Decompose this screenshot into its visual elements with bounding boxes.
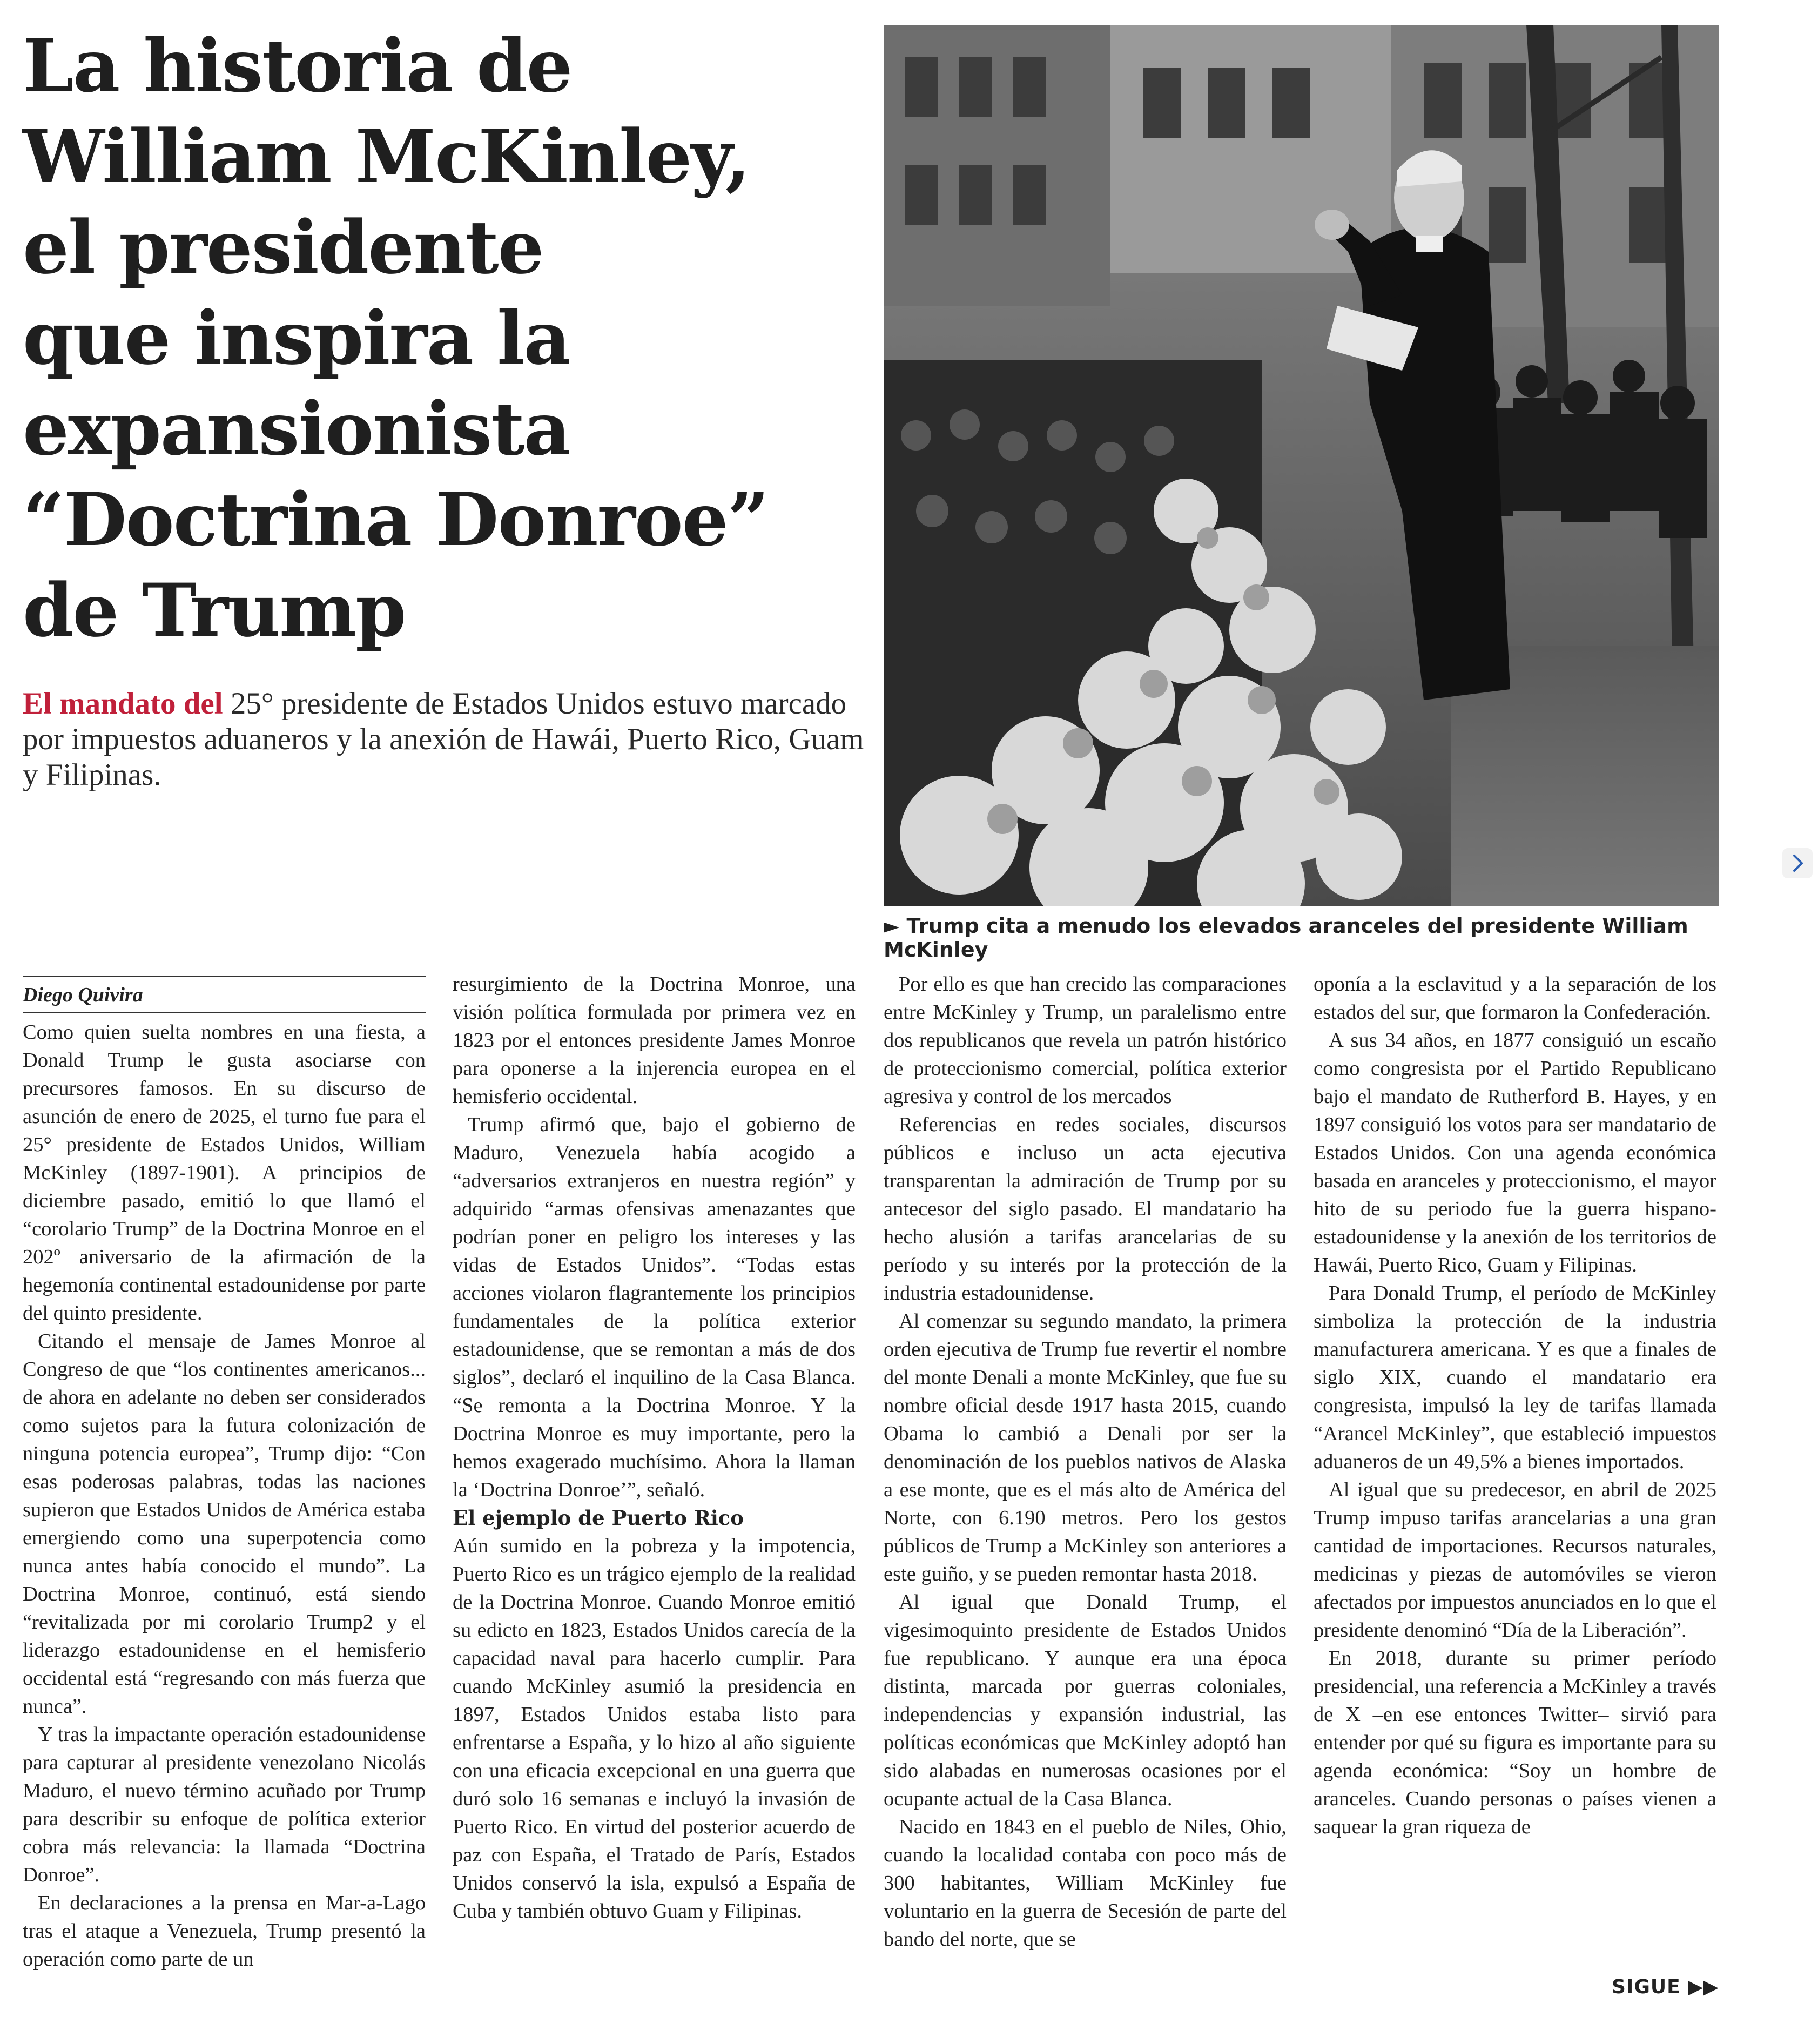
article-column-3 xyxy=(884,970,1287,1953)
deck-text: 25° presidente de Estados Unidos estuvo marcado por impuestos aduaneros y la anexión de Hawái, Puerto Rico, Guam y Filipinas. xyxy=(23,687,864,792)
paragraph: Al comenzar su segundo mandato, la primera orden ejecutiva de Trump fue revertir el nombre del monte Denali a monte McKinley, que fue su nombre oficial desde 1917 hasta 2015, cuando Obama lo cambió a Denali por ser la denominación de los pueblos nativos de Alaska a ese monte, que es el más alto de América del Norte, con 6.190 metros. Pero los gestos públicos de Trump a McKinley son anteriores a este guiño, y se pueden remontar hasta 2018. xyxy=(884,1310,1287,1585)
deck-lead: El mandato del xyxy=(23,687,223,721)
paragraph: Para Donald Trump, el período de McKinley simboliza la protección de la industria manufacturera americana. Y es que a finales de siglo XIX, cuando el mandatario era congresista, impulsó la ley de tarifas llamada “Arancel McKinley”, que estableció impuestos aduaneros de un 49,5% a bienes importados. xyxy=(1314,1282,1716,1473)
paragraph: En 2018, durante su primer período presidencial, una referencia a McKinley a través de X –en ese entonces Twitter– sirvió para entender por qué su figura es importante para su agenda económica: “Soy un hombre de aranceles. Cuando personas o países vienen a saquear la gran riqueza de xyxy=(1314,1647,1716,1838)
headline-line: La historia de xyxy=(23,23,572,109)
mckinley-speech-photo xyxy=(884,25,1719,906)
paragraph: Y tras la impactante operación estadounidense para capturar al presidente venezolano Nicolás Maduro, el nuevo término acuñado por Trump para describir su enfoque de política exterior cobra más relevancia: la llamada “Doctrina Donroe”. xyxy=(23,1723,426,1886)
headline-line: de Trump xyxy=(23,567,406,653)
article-column-2 xyxy=(453,970,856,1925)
paragraph: Nacido en 1843 en el pueblo de Niles, Ohio, cuando la localidad contaba con poco más de 300 habitantes, William McKinley fue voluntario en la guerra de Secesión de parte del bando del norte, que se xyxy=(884,1816,1287,1951)
paragraph: Trump afirmó que, bajo el gobierno de Maduro, Venezuela había acogido a “adversarios extranjeros en nuestra región” y adquirido “armas ofensivas amenazantes que podrían poner en peligro los intereses y las vidas de Estados Unidos”. “Todas estas acciones violaron flagrantemente los principios fundamentales de la política exterior estadounidense, que se remontan a más de dos siglos”, declaró el inquilino de la Casa Blanca. “Se remonta a la Doctrina Monroe. Y la Doctrina Monroe es muy importante, pero la hemos exagerado muchísimo. Ahora la llaman la ‘Doctrina Donroe’”, señaló. xyxy=(453,1113,856,1501)
paragraph: Referencias en redes sociales, discursos públicos e incluso un acta ejecutiva transparentan la admiración de Trump por su antecesor del siglo pasado. El mandatario ha hecho alusión a tarifas arancelarias de su período y su interés por la protección de la industria estadounidense. xyxy=(884,1113,1287,1305)
headline-line: expansionista xyxy=(23,386,570,472)
article-column-4 xyxy=(1314,970,1716,1841)
continues-label: SIGUE ▶▶ xyxy=(1612,1976,1719,1998)
photo-illustration xyxy=(884,25,1719,906)
byline: Diego Quivira xyxy=(23,977,426,1013)
next-page-button[interactable] xyxy=(1782,848,1813,878)
headline-line: que inspira la xyxy=(23,295,570,381)
paragraph: Al igual que su predecesor, en abril de 2025 Trump impuso tarifas arancelarias a una gran cantidad de importaciones. Recursos naturales, medicinas y piezas de automóviles se vieron afectados por impuestos anunciados en lo que el presidente denominó “Día de la Liberación”. xyxy=(1314,1478,1716,1642)
paragraph: En declaraciones a la prensa en Mar-a-Lago tras el ataque a Venezuela, Trump presentó la operación como parte de un xyxy=(23,1892,426,1971)
section-subhead: El ejemplo de Puerto Rico xyxy=(453,1506,744,1530)
paragraph: resurgimiento de la Doctrina Monroe, una visión política formulada por primera vez en 1823 por el entonces presidente James Monroe para oponerse a la injerencia europea en el hemisferio occidental. xyxy=(453,973,856,1108)
headline xyxy=(23,21,854,656)
paragraph: Al igual que Donald Trump, el vigesimoquinto presidente de Estados Unidos fue republicano. Y aunque era una época distinta, marcada por guerras coloniales, independencias y expansión industrial, las políticas económicas que McKinley adoptó han sido alabadas en numerosas ocasiones por el ocupante actual de la Casa Blanca. xyxy=(884,1591,1287,1810)
chevron-right-icon xyxy=(1782,848,1813,878)
paragraph: Por ello es que han crecido las comparaciones entre McKinley y Trump, un paralelismo entre dos republicanos que revela un patrón histórico de proteccionismo comercial, política exterior agresiva y control de los mercados xyxy=(884,973,1287,1108)
article-column-1 xyxy=(23,970,426,1973)
headline-line: William McKinley, xyxy=(23,113,750,199)
paragraph: Citando el mensaje de James Monroe al Congreso de que “los continentes americanos... de ahora en adelante no deben ser considerados como sujetos para la futura colonización de ninguna potencia europea”, Trump dijo: “Con esas poderosas palabras, todas las naciones supieron que Estados Unidos de América estaba emergiendo como una superpotencia como nunca antes había conocido el mundo”. La Doctrina Monroe, continuó, está siendo “revitalizada por mi corolario Trump2 y el liderazgo estadounidense en el hemisferio occidental está “regresando con más fuerza que nunca”. xyxy=(23,1330,426,1718)
paragraph: Aún sumido en la pobreza y la impotencia, Puerto Rico es un trágico ejemplo de la realidad de la Doctrina Monroe. Cuando Monroe emitió su edicto en 1823, Estados Unidos carecía de la capacidad naval para hacerlo cumplir. Para cuando McKinley asumió la presidencia en 1897, Estados Unidos estaba listo para enfrentarse a España, y lo hizo al año siguiente con una eficacia excepcional en una guerra que duró solo 16 semanas e incluyó la invasión de Puerto Rico. En virtud del posterior acuerdo de paz con España, el Tratado de París, Estados Unidos conservó la isla, expulsó a España de Cuba y también obtuvo Guam y Filipinas. xyxy=(453,1535,856,1922)
headline-line: “Doctrina Donroe” xyxy=(23,476,769,562)
deck-summary xyxy=(23,686,865,793)
photo-caption: ► Trump cita a menudo los elevados aranceles del presidente William McKinley xyxy=(884,914,1688,962)
paragraph: Como quien suelta nombres en una fiesta, a Donald Trump le gusta asociarse con precursores famosos. En su discurso de asunción de enero de 2025, el turno fue para el 25° presidente de Estados Unidos, William McKinley (1897-1901). A principios de diciembre pasado, emitió lo que llamó el “corolario Trump” de la Doctrina Monroe en el 202º aniversario de la afirmación de la hegemonía continental estadounidense por parte del quinto presidente. xyxy=(23,1021,426,1324)
paragraph: A sus 34 años, en 1877 consiguió un escaño como congresista por el Partido Republicano bajo el mandato de Rutherford B. Hayes, y en 1897 consiguió los votos para ser mandatario de Estados Unidos. Con una agenda económica basada en aranceles y proteccionismo, el mayor hito de su periodo fue la guerra hispano-estadounidense y la anexión de los territorios de Hawái, Puerto Rico, Guam y Filipinas. xyxy=(1314,1029,1716,1276)
headline-line: el presidente xyxy=(23,204,543,290)
paragraph: oponía a la esclavitud y a la separación de los estados del sur, que formaron la Confederación. xyxy=(1314,973,1716,1024)
